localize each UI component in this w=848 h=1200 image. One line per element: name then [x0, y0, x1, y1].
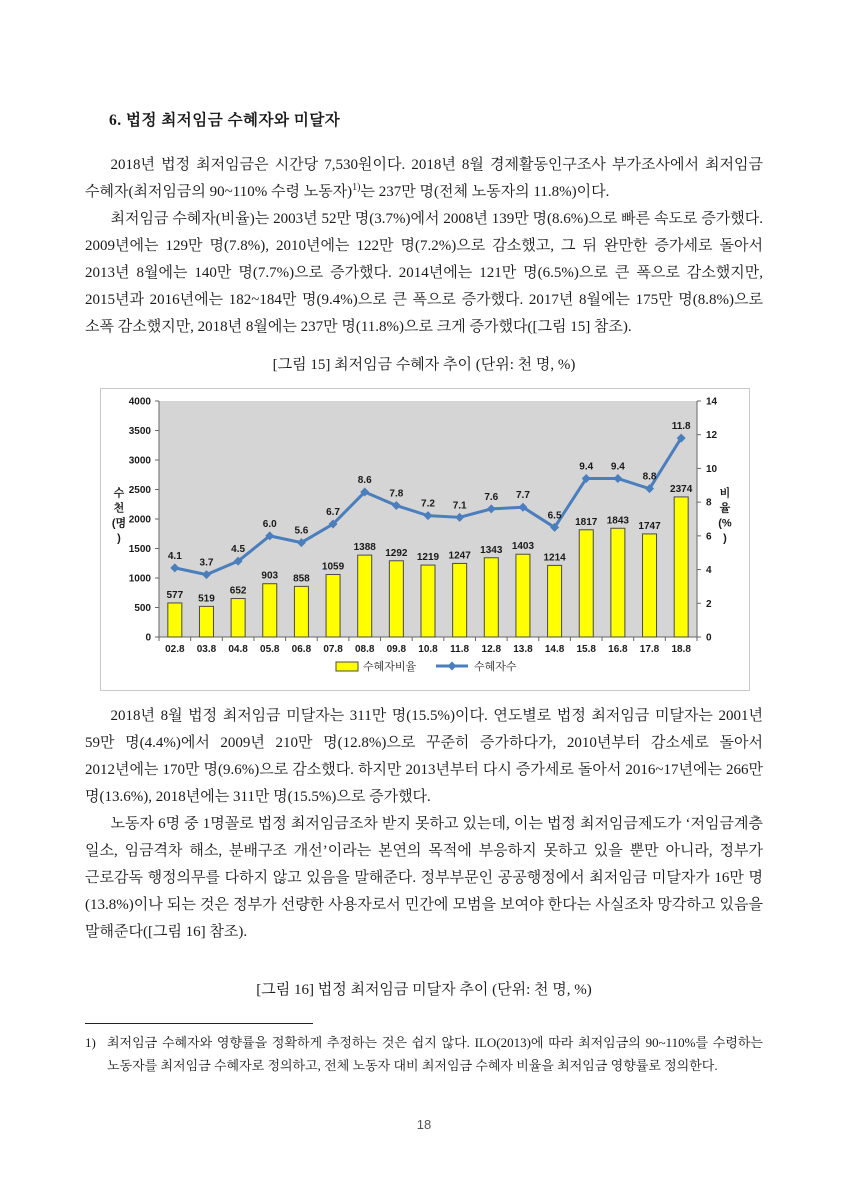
svg-text:4.5: 4.5	[231, 544, 246, 556]
svg-text:2: 2	[706, 598, 712, 610]
svg-text:9.4: 9.4	[610, 461, 625, 473]
svg-text:1747: 1747	[638, 520, 661, 532]
paragraph-1-text: 2018년 법정 최저임금은 시간당 7,530원이다. 2018년 8월 경제활동인구조사 부가조사에서 최저임금 수혜자(최저임금의 90~110% 수령 노동자)	[85, 157, 763, 200]
svg-text:0: 0	[706, 632, 712, 644]
svg-text:1403: 1403	[511, 541, 535, 553]
svg-text:18.8: 18.8	[671, 644, 691, 655]
svg-text:903: 903	[261, 570, 279, 582]
svg-text:수혜자비율: 수혜자비율	[363, 661, 417, 673]
svg-text:11.8: 11.8	[671, 421, 691, 433]
footnote-separator	[85, 1023, 313, 1024]
paragraph-1	[85, 152, 763, 206]
svg-text:10.8: 10.8	[418, 644, 438, 655]
footnote-reference: 1)	[352, 182, 361, 193]
svg-text:10: 10	[706, 463, 718, 475]
svg-text:1059: 1059	[321, 561, 345, 573]
svg-text:08.8: 08.8	[354, 644, 375, 655]
svg-text:1843: 1843	[606, 515, 630, 527]
svg-text:1000: 1000	[128, 573, 151, 585]
svg-text:5.6: 5.6	[294, 525, 309, 537]
svg-text:0: 0	[145, 632, 151, 644]
svg-text:1247: 1247	[448, 550, 471, 562]
svg-text:03.8: 03.8	[196, 644, 217, 655]
svg-text:3.7: 3.7	[199, 557, 214, 569]
svg-text:09.8: 09.8	[386, 644, 407, 655]
svg-text:16.8: 16.8	[608, 644, 628, 655]
svg-text:율: 율	[719, 502, 731, 515]
svg-text:): )	[723, 532, 727, 545]
svg-text:519: 519	[198, 593, 215, 605]
footnote-text: 최저임금 수혜자와 영향률을 정확하게 추정하는 것은 쉽지 않다. ILO(2013)에 따라 최저임금의 90~110%를 수령하는 노동자를 최저임금 수혜자로 정의하고, 전체 노동자 대비 최저임금 수혜자 비율을 최저임금 영향률로 정의한다.	[107, 1035, 763, 1073]
svg-text:4: 4	[706, 565, 712, 577]
svg-text:1388: 1388	[353, 542, 376, 554]
page-number: 18	[416, 1117, 432, 1132]
paragraph-4: 노동자 6명 중 1명꼴로 법정 최저임금조차 받지 못하고 있는데, 이는 법정 최저임금제도가 ‘저임금계층 일소, 임금격차 해소, 분배구조 개선’이라는 본연의 목적에 부응하지 못하고 있을 뿐만 아니라, 정부가 근로감독 행정의무를 다하지 않고 있음을 말해준다. 정부부문인 공공행정에서 최저임금 미달자가 16만 명(13.8%)이나 되는 것은 정부가 선량한 사용자로서 민간에 모범을 보여야 한다는 사실조차 망각하고 있음을 말해준다([그림 16] 참조).	[85, 816, 763, 940]
svg-text:비: 비	[719, 487, 731, 500]
paragraph-3: 2018년 8월 법정 최저임금 미달자는 311만 명(15.5%)이다. 연도별로 법정 최저임금 미달자는 2001년 59만 명(4.4%)에서 2009년 210만 명(12.8%)으로 꾸준히 증가하다가, 2010년부터 감소세로 돌아서 2012년에는 170만 명(9.6%)으로 감소했다. 하지만 2013년부터 다시 증가세로 돌아서 2016~17년에는 266만 명(13.6%), 2018년에는 311만 명(15.5%)으로 증가했다.	[85, 708, 763, 805]
svg-text:6.0: 6.0	[262, 518, 277, 530]
svg-text:858: 858	[293, 573, 310, 585]
figure15-chart	[100, 388, 750, 691]
svg-text:14.8: 14.8	[544, 644, 565, 655]
svg-text:수혜자수: 수혜자수	[474, 661, 517, 673]
svg-text:9.4: 9.4	[579, 461, 594, 473]
paragraph-2: 최저임금 수혜자(비율)는 2003년 52만 명(3.7%)에서 2008년 139만 명(8.6%)으로 빠른 속도로 증가했다. 2009년에는 129만 명(7.8%), 2010년에는 122만 명(7.2%)으로 감소했고, 그 뒤 완만한 증가세로 돌아서 2013년 8월에는 140만 명(7.7%)으로 증가했다. 2014년에는 121만 명(6.5%)으로 큰 폭으로 감소했지만, 2015년과 2016년에는 182~184만 명(9.4%)으로 큰 폭으로 증가했다. 2017년 8월에는 175만 명(8.8%)으로 소폭 감소했지만, 2018년 8월에는 237만 명(11.8%)으로 크게 증가했다([그림 15] 참조).	[85, 211, 763, 335]
footnote-area	[85, 1023, 763, 1077]
figure15-chart-svg	[101, 389, 749, 685]
figure16-caption: [그림 16] 법정 최저임금 미달자 추이 (단위: 천 명, %)	[256, 982, 592, 998]
svg-text:1292: 1292	[385, 547, 408, 559]
svg-text:7.6: 7.6	[484, 491, 499, 503]
svg-text:652: 652	[229, 585, 247, 597]
svg-text:3000: 3000	[128, 455, 151, 467]
svg-text:1500: 1500	[128, 544, 151, 555]
svg-text:1817: 1817	[575, 516, 598, 528]
paragraph-1-text-after: 는 237만 명(전체 노동자의 11.8%)이다.	[360, 184, 610, 200]
svg-text:7.1: 7.1	[452, 500, 467, 512]
svg-text:): )	[117, 532, 121, 545]
svg-text:8: 8	[706, 497, 712, 509]
svg-text:12.8: 12.8	[481, 644, 502, 655]
svg-text:02.8: 02.8	[165, 644, 185, 655]
svg-text:3500: 3500	[128, 426, 151, 437]
svg-text:6.5: 6.5	[547, 510, 562, 522]
svg-text:05.8: 05.8	[260, 644, 280, 655]
svg-text:2500: 2500	[128, 485, 151, 496]
svg-text:06.8: 06.8	[291, 644, 312, 655]
svg-text:8.8: 8.8	[642, 471, 657, 483]
svg-text:07.8: 07.8	[323, 644, 343, 655]
svg-text:14: 14	[706, 396, 718, 408]
svg-text:7.2: 7.2	[421, 498, 435, 510]
svg-text:1343: 1343	[480, 544, 503, 556]
footnote-marker: 1)	[85, 1035, 96, 1050]
svg-text:15.8: 15.8	[576, 644, 596, 655]
svg-text:12: 12	[706, 430, 718, 442]
svg-text:04.8: 04.8	[228, 644, 248, 655]
svg-text:7.8: 7.8	[389, 488, 404, 500]
svg-text:8.6: 8.6	[357, 475, 372, 487]
svg-text:17.8: 17.8	[639, 644, 660, 655]
svg-text:4000: 4000	[128, 396, 151, 408]
section-heading: 6. 법정 최저임금 수혜자와 미달자	[109, 112, 341, 129]
svg-text:7.7: 7.7	[515, 490, 530, 502]
svg-text:13.8: 13.8	[513, 644, 533, 655]
svg-text:6.7: 6.7	[326, 507, 341, 519]
svg-text:천: 천	[113, 502, 125, 515]
svg-text:(%: (%	[718, 517, 732, 530]
svg-text:1214: 1214	[543, 552, 566, 564]
svg-text:11.8: 11.8	[450, 644, 470, 655]
svg-text:577: 577	[166, 589, 184, 601]
svg-text:(명: (명	[111, 517, 127, 530]
figure15-caption: [그림 15] 최저임금 수혜자 추이 (단위: 천 명, %)	[272, 357, 576, 373]
svg-text:2374: 2374	[670, 483, 693, 495]
footnote	[85, 1032, 763, 1077]
svg-text:1219: 1219	[416, 552, 440, 564]
svg-text:500: 500	[134, 603, 151, 614]
svg-text:6: 6	[706, 531, 712, 543]
svg-text:4.1: 4.1	[167, 550, 182, 562]
page-content	[0, 108, 848, 1077]
svg-text:수: 수	[113, 487, 125, 500]
svg-text:2000: 2000	[128, 514, 151, 526]
